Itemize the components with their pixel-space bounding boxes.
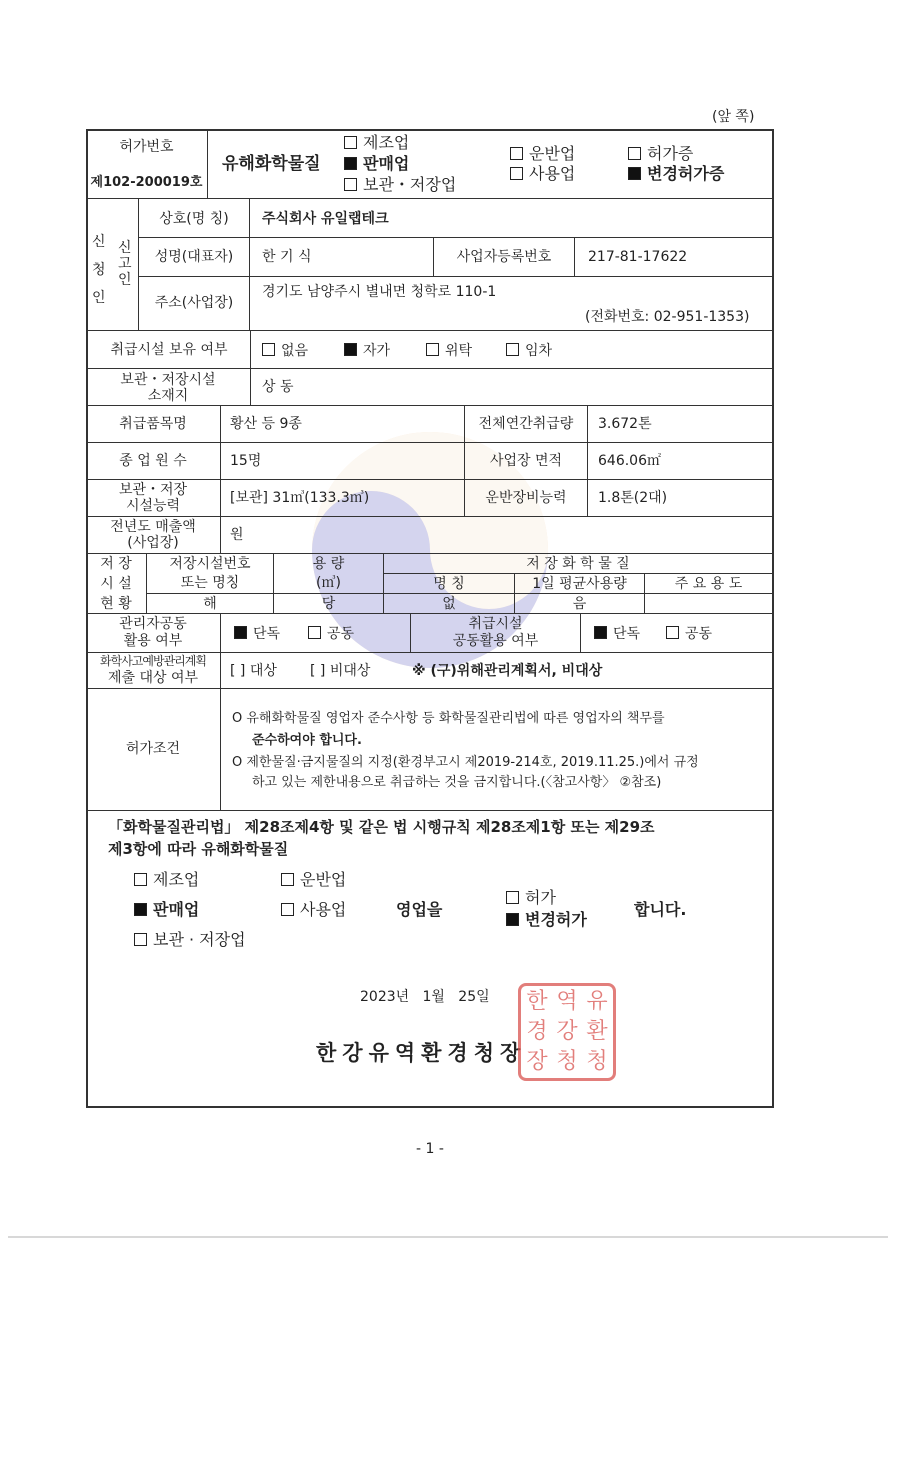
checkbox-transport [510, 147, 523, 160]
permit-number: 제102-200019호 [90, 175, 203, 190]
storage-location-label-1: 보관・저장시설 [120, 372, 216, 388]
phone-number: (전화번호: 02-951-1353) [585, 309, 750, 325]
type-manufacturing: 제조업 [344, 135, 409, 151]
facility-joint-label-2: 공동활용 여부 [452, 633, 539, 649]
representative-name: 한 기 식 [262, 249, 312, 265]
storage-cell-2: 당 [321, 596, 336, 612]
manager-joint: 공동 [308, 626, 354, 641]
address: 경기도 남양주시 별내면 청학로 110-1 [262, 284, 497, 300]
checkbox-permit [628, 147, 641, 160]
capacity-value: [보관] 31㎥(133.3㎥) [230, 490, 370, 506]
capacity-unit-header: (㎥) [316, 575, 341, 591]
business-number-label: 사업자등록번호 [456, 249, 552, 265]
form-title: 유해화학물질 [222, 154, 321, 174]
storage-status-side-3: 현 황 [100, 596, 132, 612]
sales-value: 원 [230, 527, 244, 543]
main-purpose-header: 주 요 용 도 [674, 576, 743, 592]
storage-location-label-2: 소재지 [147, 388, 189, 404]
ownership-none: 없음 [262, 343, 308, 358]
annual-amount-label: 전체연간취급량 [478, 416, 574, 432]
type-usage: 사용업 [510, 166, 575, 182]
accident-plan-label-1: 화학사고예방관리계획 [100, 654, 206, 668]
checkbox-manager-joint [308, 626, 321, 639]
annual-amount: 3.672톤 [598, 416, 652, 432]
seal-char: 강 [556, 1019, 578, 1044]
statement-line-1: 「화학물질관리법」 제28조제4항 및 같은 법 시행규칙 제28조제1항 또는 제29조 [108, 818, 655, 836]
statement-transport: 운반업 [281, 872, 346, 888]
checkbox-consign [426, 343, 439, 356]
joint-manager-label-1: 관리자공동 [119, 616, 187, 632]
capacity-header: 용 량 [312, 556, 345, 572]
scan-edge [8, 1236, 888, 1238]
condition-2-line-2: 하고 있는 제한내용으로 취급하는 것을 금지합니다.(〈참고사항〉 ②참조) [252, 775, 662, 790]
cert-change-permit: 변경허가증 [628, 166, 724, 182]
statement-manufacturing: 제조업 [134, 872, 199, 888]
employees-value: 15명 [230, 453, 262, 469]
checkbox-storage [344, 178, 357, 191]
condition-2-line-1: O 제한물질·금지물질의 지정(환경부고시 제2019-214호, 2019.11.25.)에서 규정 [232, 755, 699, 770]
transport-capacity-label: 운반장비능력 [485, 490, 567, 506]
sales-label-1: 전년도 매출액 [110, 519, 196, 535]
ownership-consign: 위탁 [426, 343, 472, 358]
accident-plan-label-2: 제출 대상 여부 [107, 670, 199, 686]
representative-label: 성명(대표자) [154, 249, 234, 265]
checkbox-usage [510, 167, 523, 180]
storage-location: 상 동 [262, 379, 294, 395]
type-transport: 운반업 [510, 146, 575, 162]
statement-storage: 보관 · 저장업 [134, 932, 246, 948]
checkbox-manager-single [234, 626, 247, 639]
storage-cell-4: 음 [572, 596, 587, 612]
address-label: 주소(사업장) [154, 295, 234, 311]
facility-joint-label-1: 취급시설 [468, 616, 523, 632]
sales-label-2: (사업장) [127, 535, 179, 551]
statement-usage: 사용업 [281, 902, 346, 918]
checkbox-manufacturing [344, 136, 357, 149]
facility-single: 단독 [594, 626, 640, 641]
seal-char: 청 [556, 1049, 578, 1074]
facility-joint: 공동 [666, 626, 712, 641]
condition-1-line-2: 준수하여야 합니다. [252, 733, 362, 748]
permit-number-label: 허가번호 [119, 139, 174, 155]
storage-cell-1: 해 [203, 596, 217, 612]
seal-char: 청 [586, 1049, 608, 1074]
checkbox-statement-storage [134, 933, 147, 946]
daily-usage-header: 1일 평균사용량 [532, 576, 627, 592]
condition-1-line-1: O 유해화학물질 영업자 준수사항 등 화학물질관리법에 따른 영업자의 책무를 [232, 711, 665, 726]
page-number: - 1 - [416, 1141, 444, 1157]
plan-note: ※ (구)위해관리계획서, 비대상 [412, 663, 603, 679]
statement-line-2: 제3항에 따라 유해화학물질 [108, 840, 289, 858]
type-sales: 판매업 [344, 156, 409, 172]
checkbox-sales [344, 157, 357, 170]
side-label-reporter: 신고인 [118, 240, 132, 288]
cert-permit: 허가증 [628, 146, 693, 162]
stored-chemicals-header: 저 장 화 학 물 질 [526, 556, 630, 572]
seal-char: 역 [556, 989, 578, 1014]
page-side-label: (앞 쪽) [712, 109, 755, 125]
items-value: 황산 등 9종 [230, 416, 302, 432]
employees-label: 종 업 원 수 [119, 453, 187, 469]
checkbox-change-permit [628, 167, 641, 180]
ownership-lease: 임차 [506, 343, 552, 358]
ownership-own: 자가 [344, 343, 390, 358]
checkbox-statement-manufacturing [134, 873, 147, 886]
seal-char: 경 [526, 1019, 548, 1044]
checkbox-facility-joint [666, 626, 679, 639]
items-label: 취급품목명 [119, 416, 187, 432]
type-storage: 보관・저장업 [344, 177, 456, 193]
site-area: 646.06㎡ [598, 453, 661, 469]
checkbox-none [262, 343, 275, 356]
storage-status-side-1: 저 장 [100, 556, 132, 572]
company-name: 주식회사 유일랩테크 [262, 211, 389, 227]
manager-single: 단독 [234, 626, 280, 641]
checkbox-statement-transport [281, 873, 294, 886]
facility-name-header-1: 저장시설번호 [169, 556, 251, 572]
statement-business-word: 영업을 [396, 900, 443, 919]
company-label: 상호(명 칭) [159, 211, 229, 227]
statement-permit: 허가 [506, 890, 556, 906]
seal-char: 유 [586, 989, 608, 1014]
storage-cell-3: 없 [442, 596, 456, 612]
capacity-label-2: 시설능력 [125, 498, 181, 514]
facility-ownership-label: 취급시설 보유 여부 [110, 342, 228, 358]
issuer-name: 한강유역환경청장 [316, 1041, 527, 1065]
issue-date: 2023년 1월 25일 [360, 989, 490, 1005]
side-label-applicant: 신청인 [92, 234, 106, 306]
seal-char: 환 [586, 1019, 608, 1044]
checkbox-statement-permit [506, 891, 519, 904]
conditions-label: 허가조건 [125, 741, 181, 757]
plan-target: [ ] 대상 [230, 663, 277, 679]
checkbox-statement-change-permit [506, 913, 519, 926]
statement-sales: 판매업 [134, 902, 199, 918]
seal-char: 한 [526, 989, 548, 1014]
joint-manager-label-2: 활용 여부 [123, 633, 183, 649]
checkbox-own [344, 343, 357, 356]
seal-char: 장 [526, 1049, 548, 1074]
checkbox-statement-sales [134, 903, 147, 916]
transport-capacity: 1.8톤(2대) [598, 490, 668, 506]
official-seal [518, 983, 616, 1081]
storage-status-side-2: 시 설 [100, 576, 132, 592]
chemical-name-header: 명 칭 [433, 576, 465, 592]
facility-name-header-2: 또는 명칭 [180, 575, 240, 591]
statement-ending: 합니다. [634, 900, 687, 919]
checkbox-facility-single [594, 626, 607, 639]
checkbox-statement-usage [281, 903, 294, 916]
capacity-label-1: 보관・저장 [118, 482, 188, 498]
checkbox-lease [506, 343, 519, 356]
statement-change-permit: 변경허가 [506, 912, 587, 928]
site-area-label: 사업장 면적 [489, 453, 563, 469]
business-number: 217-81-17622 [588, 249, 688, 265]
plan-non-target: [ ] 비대상 [310, 663, 371, 679]
